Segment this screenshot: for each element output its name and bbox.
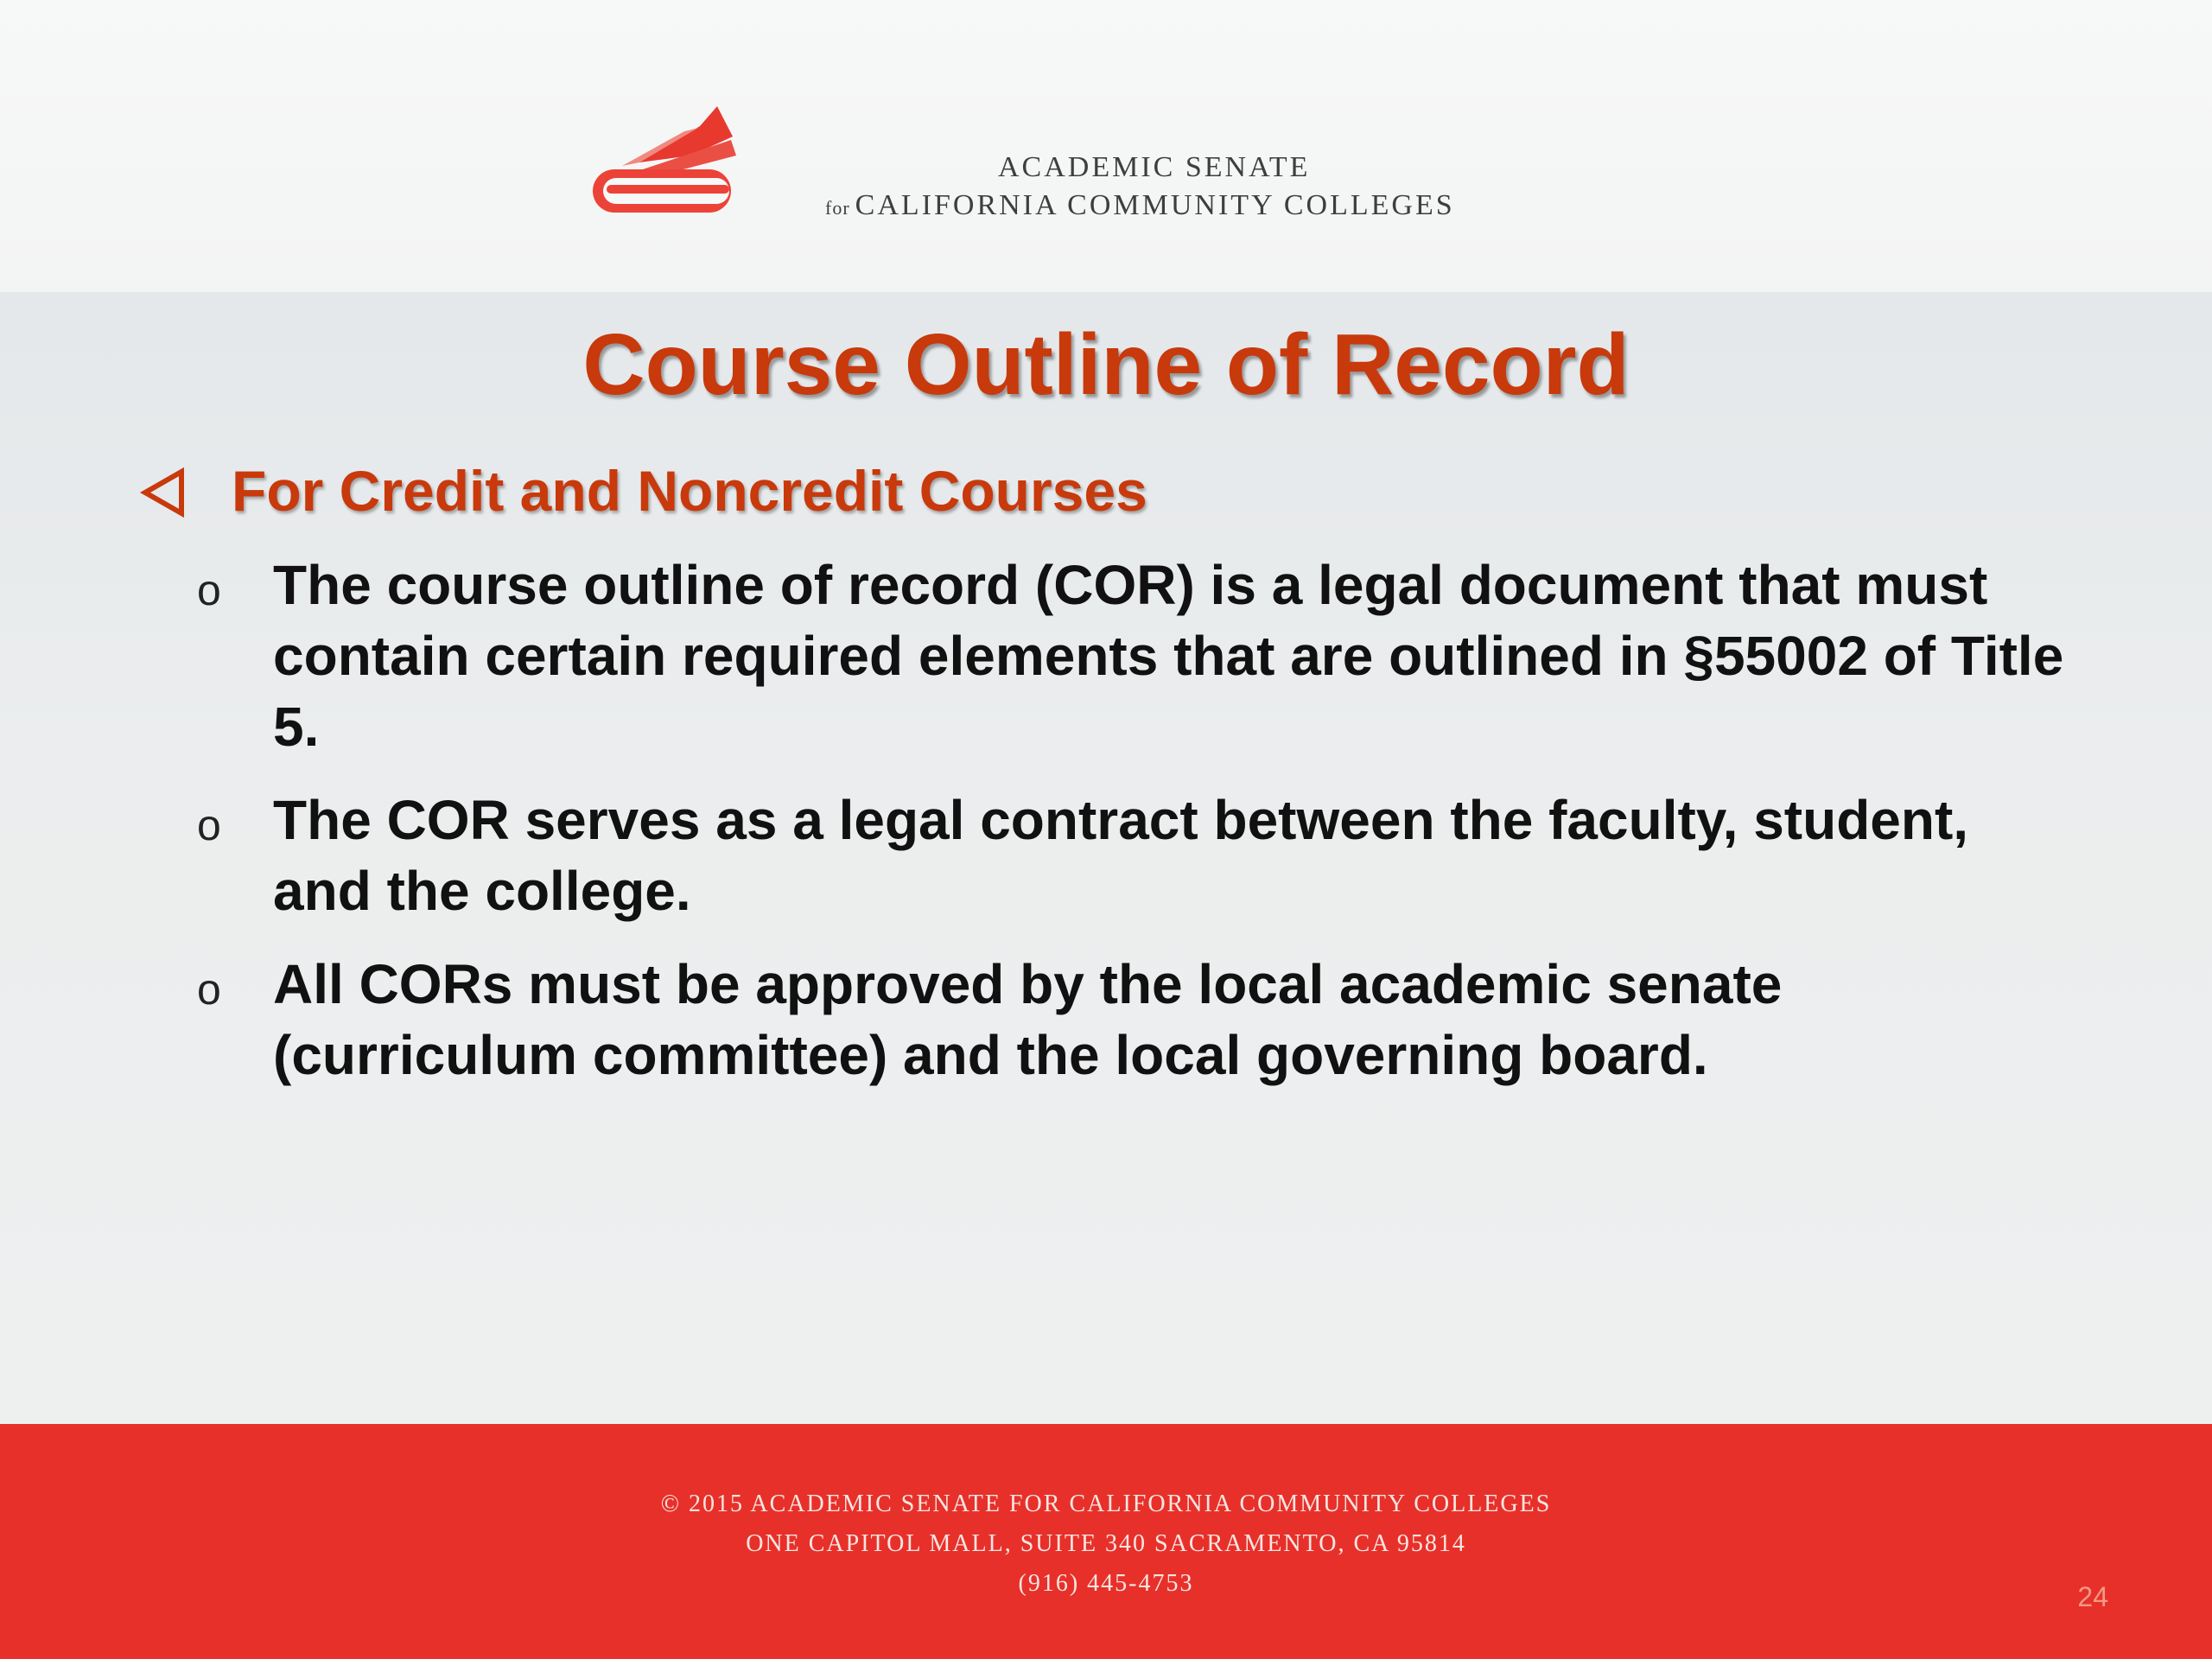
organization-name — [825, 149, 1516, 227]
bullet-text: The course outline of record (COR) is a legal document that must contain certain required elements that are outlined in §55002 of Title 5. — [273, 554, 2064, 758]
section-heading: For Credit and Noncredit Courses — [232, 459, 1147, 523]
footer-copyright: © 2015 ACADEMIC SENATE FOR CALIFORNIA COMMUNITY COLLEGES — [660, 1491, 1552, 1517]
book-stack-icon — [588, 102, 743, 214]
list-item — [197, 949, 2072, 1090]
org-name-for: for — [825, 197, 850, 219]
bullet-marker: o — [197, 801, 221, 849]
list-item — [197, 550, 2072, 762]
footer-phone: (916) 445-4753 — [1018, 1570, 1194, 1597]
org-name-line2 — [825, 187, 1516, 227]
bullet-marker: o — [197, 965, 221, 1014]
bullet-text: All CORs must be approved by the local academic senate (curriculum committee) and the local governing board. — [273, 953, 1783, 1086]
triangle-left-outline-icon — [138, 467, 187, 518]
slide-title: Course Outline of Record — [582, 316, 1630, 413]
bullet-text: The COR serves as a legal contract between the faculty, student, and the college. — [273, 789, 1969, 922]
bullet-marker: o — [197, 566, 221, 614]
footer-address: ONE CAPITOL MALL, SUITE 340 SACRAMENTO, CA 95814 — [746, 1530, 1466, 1557]
page-number: 24 — [2077, 1581, 2108, 1612]
org-name-line1: ACADEMIC SENATE — [998, 151, 1311, 183]
header-band — [0, 0, 2212, 292]
list-item — [197, 785, 2072, 926]
footer-text — [0, 1484, 2212, 1604]
org-name-line2-text: CALIFORNIA COMMUNITY COLLEGES — [855, 189, 1455, 221]
bullet-list — [197, 550, 2072, 1113]
